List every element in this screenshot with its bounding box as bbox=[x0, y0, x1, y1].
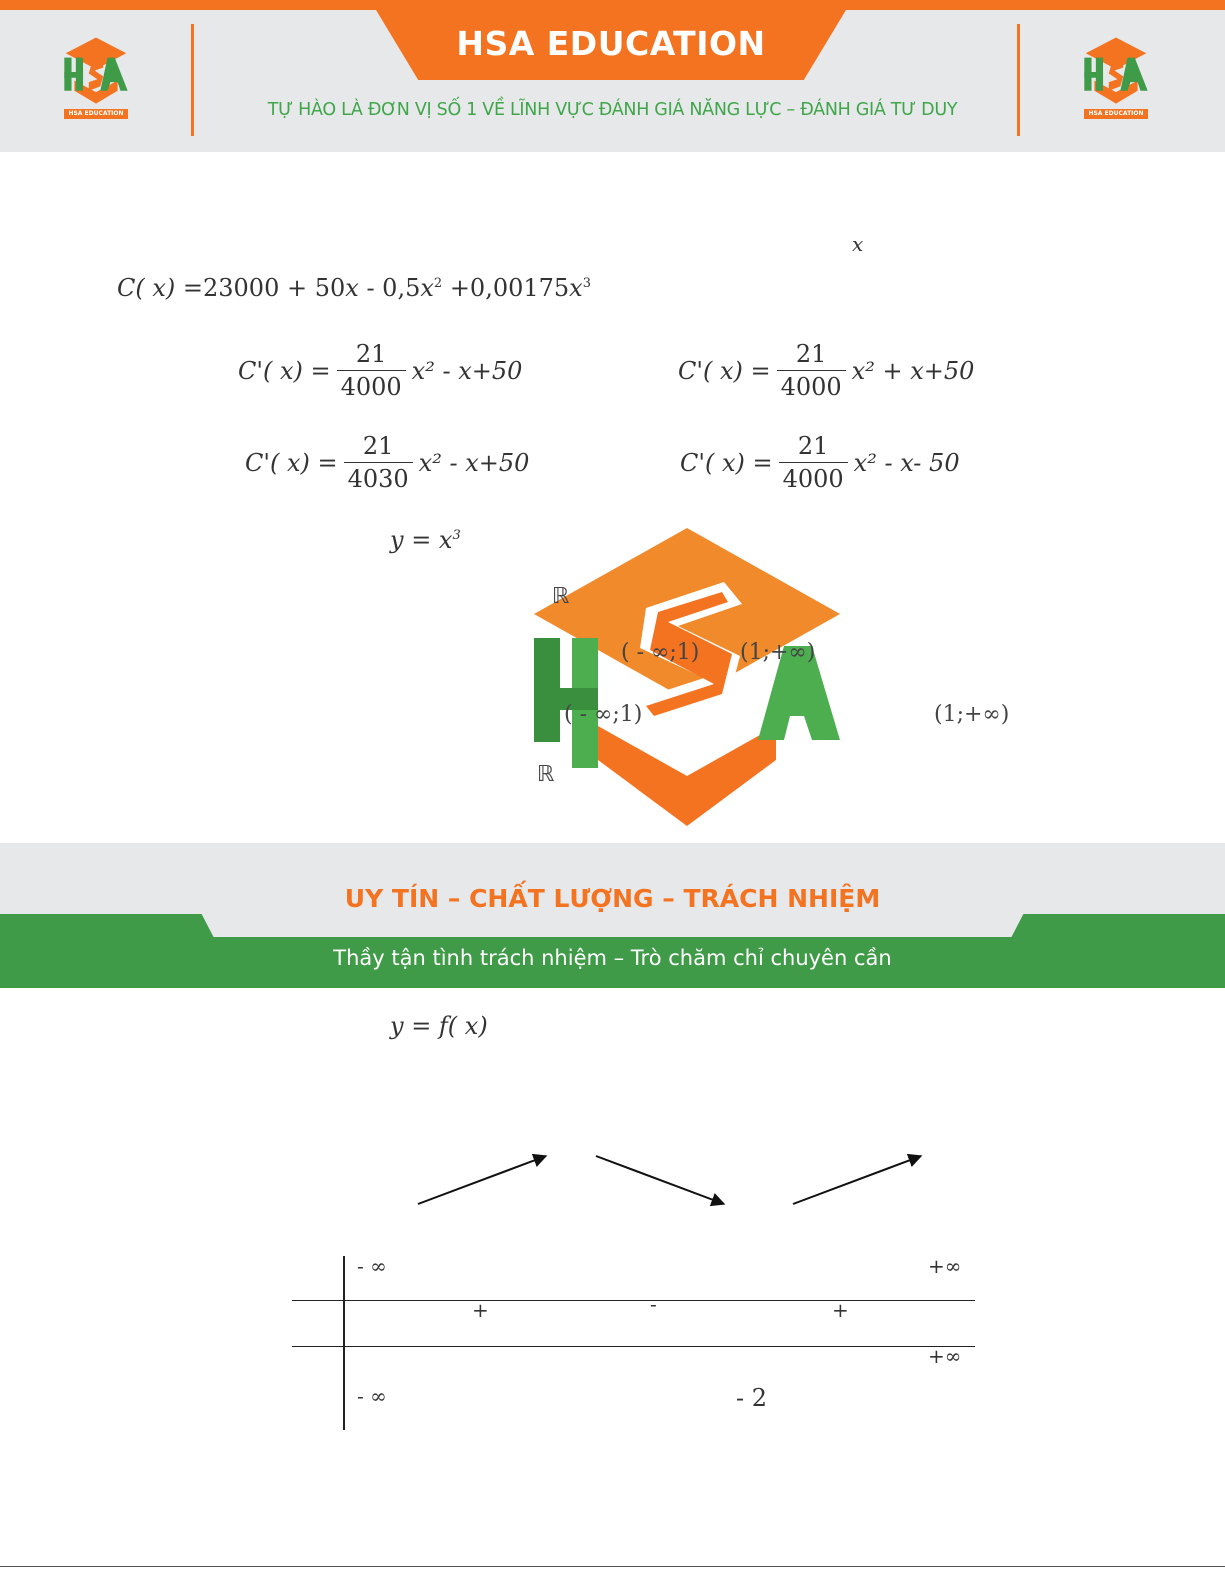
decreasing-arrow bbox=[596, 1156, 724, 1204]
cost-lhs: C( x) = bbox=[117, 274, 203, 302]
footer-rule bbox=[0, 1566, 1225, 1567]
table-sign-3: + bbox=[832, 1298, 849, 1322]
option-lhs: C'( x) = bbox=[678, 356, 771, 385]
table-sign-1: + bbox=[472, 1298, 489, 1322]
option-fraction bbox=[337, 340, 406, 401]
option-rest: x² - x+50 bbox=[411, 356, 523, 385]
cost-function bbox=[117, 274, 591, 302]
option-c-interval[interactable]: ( - ∞;1) bbox=[564, 702, 643, 727]
fraction-denominator: 4000 bbox=[779, 462, 848, 493]
header-divider-left bbox=[191, 24, 194, 136]
option-lhs: C'( x) = bbox=[245, 448, 338, 477]
cost-x2: x bbox=[420, 274, 434, 302]
cost-term3: +0,00175 bbox=[442, 274, 570, 302]
answer-option-b[interactable] bbox=[678, 340, 974, 401]
function-f: y = f( x) bbox=[390, 1012, 488, 1040]
table-row-rule-1 bbox=[292, 1300, 975, 1301]
answer-option-d[interactable] bbox=[680, 432, 960, 493]
hsa-logo-icon bbox=[60, 36, 132, 108]
option-b-interval-left[interactable]: ( - ∞;1) bbox=[621, 640, 700, 665]
table-y-right: +∞ bbox=[928, 1344, 962, 1368]
hsa-logo-left bbox=[60, 36, 132, 122]
option-d-real-set[interactable]: ℝ bbox=[537, 762, 555, 787]
fraction-denominator: 4000 bbox=[777, 370, 846, 401]
cost-term2: - 0,5 bbox=[358, 274, 421, 302]
fraction-numerator: 21 bbox=[362, 432, 394, 460]
option-lhs: C'( x) = bbox=[680, 448, 773, 477]
table-x-right: +∞ bbox=[928, 1254, 962, 1278]
table-row-rule-2 bbox=[292, 1346, 975, 1347]
cost-x1: x bbox=[345, 274, 359, 302]
option-fraction bbox=[344, 432, 413, 493]
cube-function-exp: 3 bbox=[452, 528, 461, 543]
table-x-left: - ∞ bbox=[357, 1254, 387, 1278]
answer-option-a[interactable] bbox=[238, 340, 522, 401]
cost-exp3: 3 bbox=[582, 276, 591, 291]
header-slogan: TỰ HÀO LÀ ĐƠN VỊ SỐ 1 VỀ LĨNH VỰC ĐÁNH GIÁ NĂNG LỰC – ĐÁNH GIÁ TƯ DUY bbox=[267, 100, 958, 120]
cost-exp2: 2 bbox=[433, 276, 443, 291]
logo-caption: HSA EDUCATION bbox=[1084, 109, 1148, 119]
hsa-logo-right bbox=[1080, 36, 1152, 122]
table-sign-2: - bbox=[650, 1292, 657, 1316]
fraction-denominator: 4000 bbox=[337, 370, 406, 401]
option-c-interval-right[interactable]: (1;+∞) bbox=[934, 702, 1010, 727]
fraction-denominator: 4030 bbox=[344, 462, 413, 493]
fraction-numerator: 21 bbox=[355, 340, 387, 368]
variable-x: x bbox=[852, 232, 864, 256]
fraction-numerator: 21 bbox=[795, 340, 827, 368]
option-b-interval-right[interactable]: (1;+∞) bbox=[740, 640, 816, 665]
hsa-watermark-icon bbox=[528, 526, 846, 828]
answer-option-c[interactable] bbox=[245, 432, 529, 493]
header-title: HSA EDUCATION bbox=[456, 24, 766, 63]
fraction-numerator: 21 bbox=[797, 432, 829, 460]
logo-caption: HSA EDUCATION bbox=[64, 109, 128, 119]
increasing-arrow-2 bbox=[793, 1156, 921, 1204]
motto-text: UY TÍN – CHẤT LƯỢNG – TRÁCH NHIỆM bbox=[344, 884, 881, 913]
table-y-min: - 2 bbox=[736, 1384, 768, 1412]
option-a-real-set[interactable]: ℝ bbox=[552, 584, 570, 609]
cost-x3: x bbox=[569, 274, 583, 302]
cube-function-base: y = x bbox=[390, 526, 453, 554]
hsa-logo-icon bbox=[1080, 36, 1152, 108]
band-subtitle: Thầy tận tình trách nhiệm – Trò chăm chỉ chuyên cần bbox=[333, 946, 892, 970]
cube-function bbox=[390, 526, 461, 554]
cost-const: 23000 + 50 bbox=[203, 274, 346, 302]
option-fraction bbox=[779, 432, 848, 493]
table-vertical-rule bbox=[343, 1256, 345, 1430]
header-divider-right bbox=[1017, 24, 1020, 136]
table-y-left: - ∞ bbox=[357, 1384, 387, 1408]
increasing-arrow-1 bbox=[418, 1156, 546, 1204]
option-rest: x² + x+50 bbox=[851, 356, 975, 385]
option-rest: x² - x+50 bbox=[418, 448, 530, 477]
option-lhs: C'( x) = bbox=[238, 356, 331, 385]
option-fraction bbox=[777, 340, 846, 401]
option-rest: x² - x- 50 bbox=[853, 448, 960, 477]
